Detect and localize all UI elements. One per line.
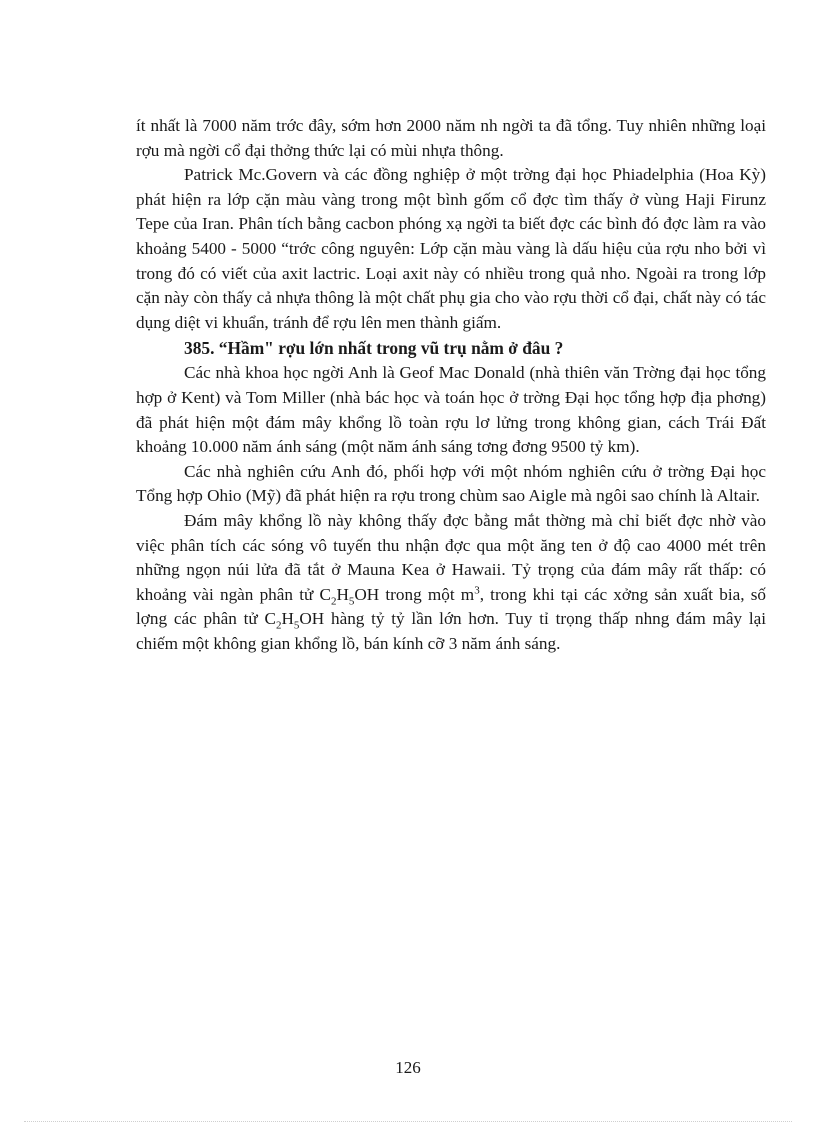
section-heading-385: 385. “Hầm" rợu lớn nhất trong vũ trụ nằm ở đâu ? (184, 338, 564, 359)
density-text-c: , trong khi tại các xởng sản xuất bia, số lợng các phân tử (136, 584, 766, 629)
bottom-divider (24, 1121, 792, 1122)
paragraph-discovery: Các nhà khoa học ngời Anh là Geof Mac Donald (nhà thiên văn Trờng đại học tổng hợp ở Kent) và Tom Miller (nhà bác học và toán học ở trờng Đại học tổng hợp địa phơng) đã phát hiện một đám mây khổng lồ toàn rợu lơ lửng trong không gian, cách Trái Đất khoảng 10.000 năm ánh sáng (một năm ánh sáng tơng đơng 9500 tỷ km). (136, 363, 766, 457)
density-text-b: trong một m (379, 584, 475, 604)
paragraph-ohio: Các nhà nghiên cứu Anh đó, phối hợp với một nhóm nghiên cứu ở trờng Đại học Tổng hợp Ohio (Mỹ) đã phát hiện ra rợu trong chùm sao Aigle mà ngôi sao chính là Altair. (136, 461, 766, 506)
formula-ethanol-1: $C_2H_5OH$ (319, 584, 380, 608)
density-text-d: hàng tỷ tỷ lần lớn hơn. Tuy tỉ trọng thấp nhng đám mây lại chiếm một không gian khổng lồ, bán kính cỡ 3 năm ánh sáng. (136, 609, 766, 653)
paragraph-mcgovern: Patrick Mc.Govern và các đồng nghiệp ở một trờng đại học Phiadelphia (Hoa Kỳ) phát hiện ra lớp cặn màu vàng trong một bình gốm cổ đợc tìm thấy ở vùng Haji Firunz Tepe của Iran. Phân tích bằng cacbon phóng xạ ngời ta biết đợc các bình đó đợc làm ra vào khoảng 5400 - 5000 “trớc công nguyên: Lớp cặn màu vàng là dấu hiệu của rợu nho bởi vì trong đó có viết của axit lactric. Loại axit này có nhiều trong quả nho. Ngoài ra trong lớp cặn này còn thấy cả nhựa thông là một chất phụ gia cho vào rợu thời cổ đại, chất này có tác dụng diệt vi khuẩn, tránh để rợu lên men thành giấm. (136, 165, 766, 332)
superscript-3: 3 (474, 583, 480, 596)
paragraph-continuation: ít nhất là 7000 năm trớc đây, sớm hơn 2000 năm nh ngời ta đã tổng. Tuy nhiên những loại rợu mà ngời cổ đại thởng thức lại có mùi nhựa thông. (136, 116, 766, 160)
density-text-a: Đám mây khổng lồ này không thấy đợc bằng mắt thờng mà chỉ biết đợc nhờ vào việc phân tích các sóng vô tuyến thu nhận đợc qua một ăng ten ở độ cao 4000 mét trên những ngọn núi lửa đã tắt ở Mauna Kea ở Hawaii. Tỷ trọng của đám mây rất thấp: có khoảng vài ngàn phân tử (136, 510, 766, 604)
paragraph-density (136, 509, 766, 657)
page-number: 126 (395, 1058, 421, 1077)
page-body (136, 114, 766, 656)
formula-ethanol-2: $C_2H_5OH$ (264, 609, 325, 632)
